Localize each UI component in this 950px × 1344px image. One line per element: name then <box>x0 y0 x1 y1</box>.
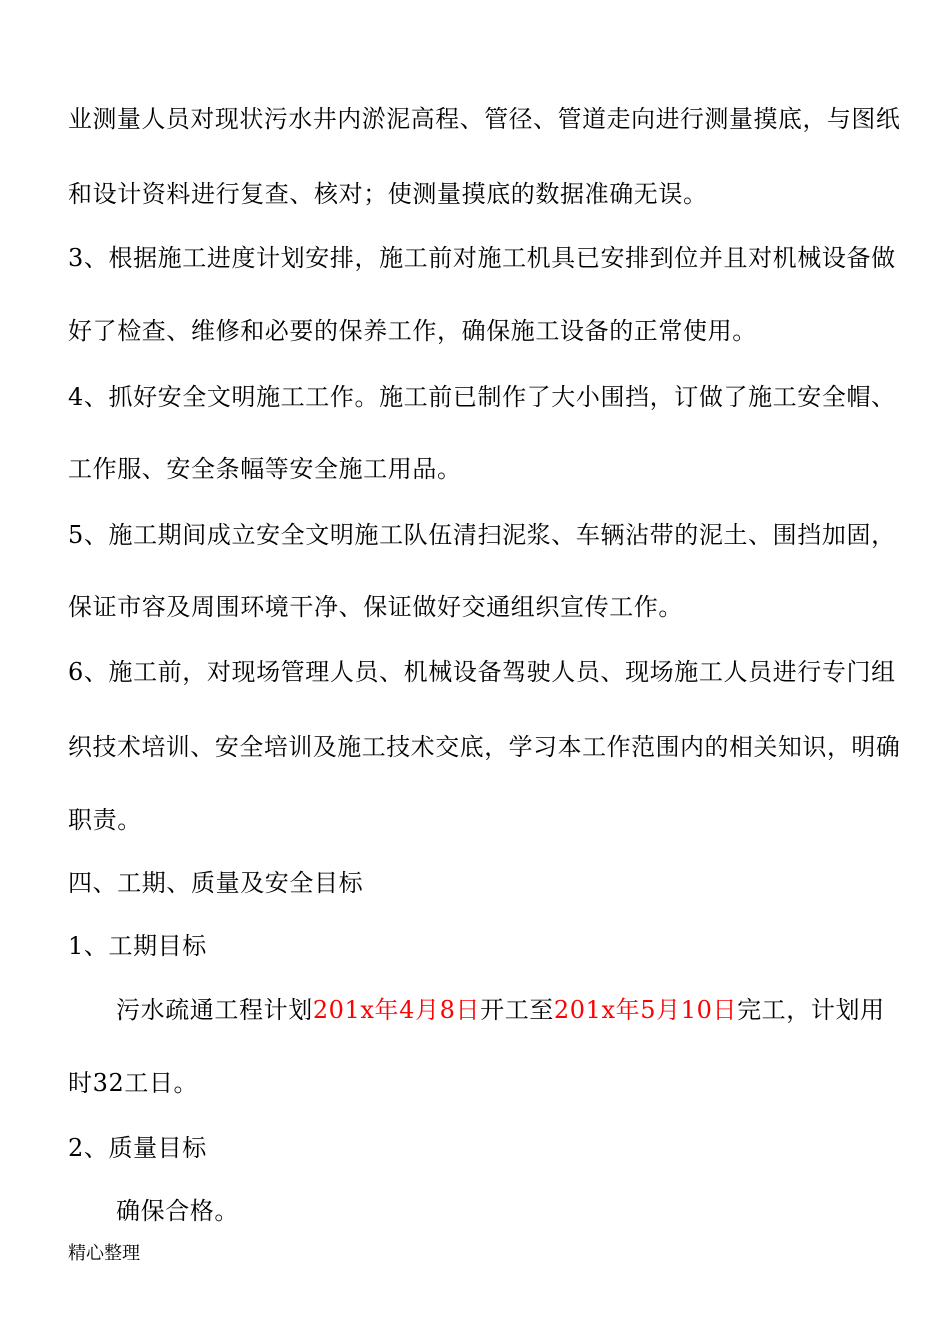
schedule-text-b: 开工至 <box>480 996 554 1024</box>
section-heading: 四、工期、质量及安全目标 <box>68 869 364 897</box>
schedule-text-c: 完工，计划用 <box>737 996 885 1024</box>
paragraph-4-line-1: 4、抓好安全文明施工工作。施工前已制作了大小围挡，订做了施工安全帽、 <box>68 383 896 411</box>
paragraph-3-line-2: 好了检查、维修和必要的保养工作，确保施工设备的正常使用。 <box>68 317 757 345</box>
schedule-start-date: 201x年4月8日 <box>312 996 481 1024</box>
quality-text: 确保合格。 <box>116 1197 239 1225</box>
paragraph-4-line-2: 工作服、安全条幅等安全施工用品。 <box>68 455 462 483</box>
paragraph-5-line-2: 保证市容及周围环境干净、保证做好交通组织宣传工作。 <box>68 593 683 621</box>
paragraph-6-line-1: 6、施工前，对现场管理人员、机械设备驾驶人员、现场施工人员进行专门组 <box>68 658 896 686</box>
paragraph-3-line-1: 3、根据施工进度计划安排，施工前对施工机具已安排到位并且对机械设备做 <box>68 244 896 272</box>
schedule-line-2: 时32工日。 <box>68 1069 199 1097</box>
paragraph-2-line-2: 和设计资料进行复查、核对；使测量摸底的数据准确无误。 <box>68 180 708 208</box>
paragraph-2-line-1: 业测量人员对现状污水井内淤泥高程、管径、管道走向进行测量摸底，与图纸 <box>68 105 901 133</box>
paragraph-6-line-2: 织技术培训、安全培训及施工技术交底，学习本工作范围内的相关知识，明确 <box>68 733 901 761</box>
schedule-end-date: 201x年5月10日 <box>553 996 738 1024</box>
paragraph-5-line-1: 5、施工期间成立安全文明施工队伍清扫泥浆、车辆沾带的泥土、围挡加固， <box>68 521 896 549</box>
schedule-heading: 1、工期目标 <box>68 932 207 960</box>
paragraph-6-line-3: 职责。 <box>68 806 142 834</box>
schedule-text-a: 污水疏通工程计划 <box>116 996 313 1024</box>
footer-text: 精心整理 <box>68 1243 140 1264</box>
quality-heading: 2、质量目标 <box>68 1134 207 1162</box>
schedule-line-1 <box>116 993 885 1027</box>
